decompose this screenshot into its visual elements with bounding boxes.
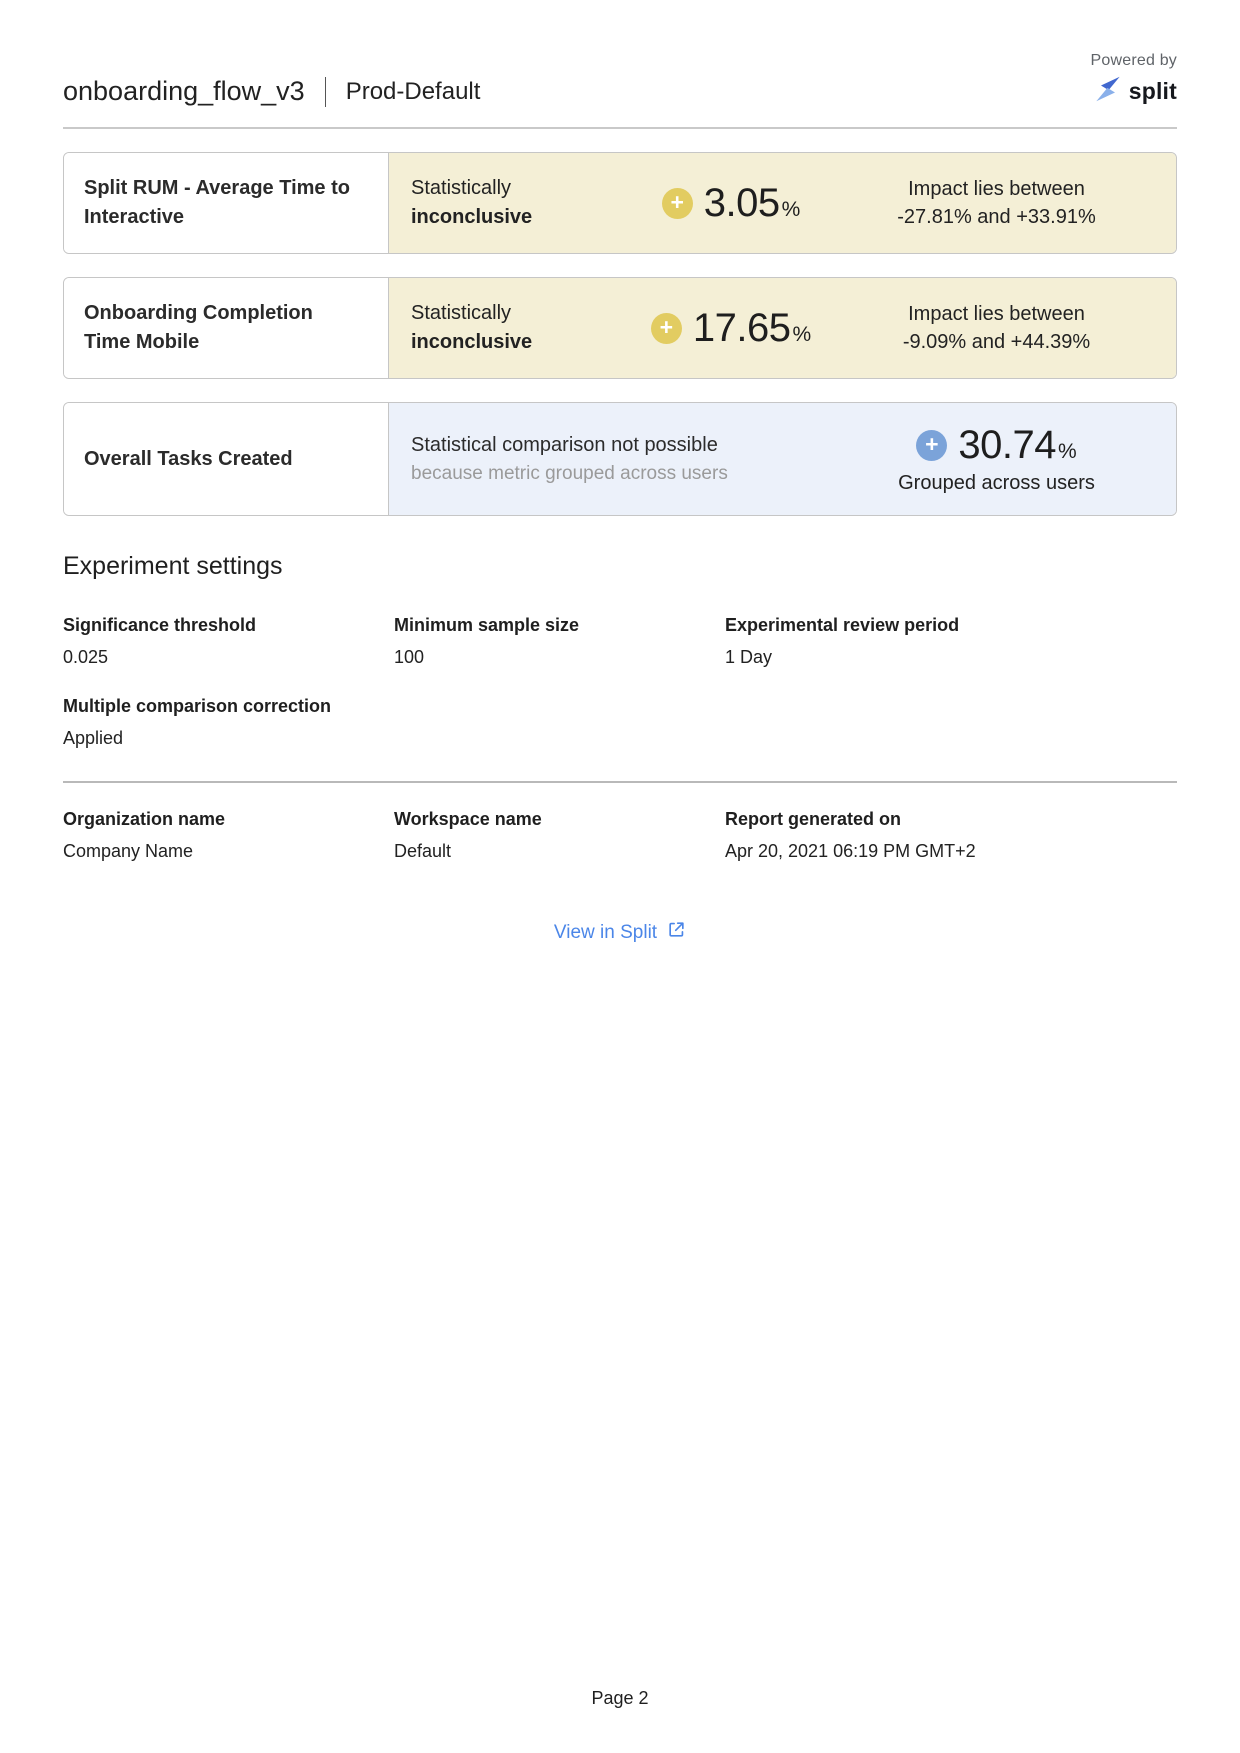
setting-field: [63, 615, 394, 668]
setting-field: [394, 615, 725, 668]
field-value: Default: [394, 841, 452, 861]
status-line-2: because metric grouped across users: [411, 462, 728, 484]
impact-percent-value: 3.05: [703, 180, 780, 225]
metric-body: [389, 153, 1176, 253]
impact-percent-value: 30.74: [958, 423, 1056, 467]
field-label: Organization name: [63, 809, 226, 829]
plus-icon: [662, 188, 693, 219]
impact-number: [958, 423, 1076, 468]
meta-field: [63, 809, 394, 862]
setting-field: [63, 696, 394, 749]
split-logo-icon: [1094, 75, 1122, 108]
page-number: Page 2: [591, 1688, 649, 1708]
impact-range-line-2: -27.81% and +33.91%: [897, 206, 1096, 228]
view-in-split-link[interactable]: [554, 920, 686, 945]
metric-impact-value: [916, 423, 1076, 468]
environment-name: Prod-Default: [345, 77, 481, 105]
meta-field: [725, 809, 1177, 862]
settings-grid: [63, 615, 1177, 777]
plus-icon: [651, 313, 682, 344]
report-header: [63, 0, 1177, 129]
field-label: Experimental review period: [725, 615, 960, 635]
metric-name-cell: [64, 403, 389, 515]
grouped-impact-block: [843, 423, 1158, 495]
impact-range-line-2: -9.09% and +44.39%: [902, 331, 1091, 353]
metric-status: [411, 174, 619, 232]
metric-status: [411, 431, 843, 488]
impact-percent-unit: %: [1057, 440, 1077, 463]
external-link-icon: [667, 920, 686, 945]
status-line-1: Statistical comparison not possible: [411, 433, 718, 456]
experiment-name: onboarding_flow_v3: [63, 76, 305, 106]
metric-name-cell: [64, 153, 389, 253]
link-row: [63, 920, 1177, 945]
field-label: Workspace name: [394, 809, 542, 829]
section-divider: [63, 781, 1177, 783]
status-line-2: inconclusive: [411, 206, 533, 228]
brand-name: split: [1128, 78, 1177, 104]
impact-range: [843, 300, 1158, 357]
metric-card: [63, 152, 1177, 254]
title-row: [63, 76, 1177, 107]
field-value: 0.025: [63, 647, 109, 667]
impact-number: [704, 181, 801, 226]
view-in-split-label: View in Split: [553, 921, 658, 943]
metric-name: Split RUM - Average Time to Interactive: [84, 177, 350, 228]
report-meta-grid: [63, 809, 1177, 890]
impact-range-line-1: Impact lies between: [908, 177, 1085, 200]
title-separator: [325, 77, 326, 107]
field-value: Applied: [63, 728, 124, 748]
metric-name: Overall Tasks Created: [84, 447, 293, 470]
impact-number: [693, 306, 811, 351]
impact-range: [843, 175, 1158, 232]
metric-card: [63, 277, 1177, 379]
impact-percent-unit: %: [781, 197, 801, 221]
metric-card: [63, 402, 1177, 516]
metric-name-cell: [64, 278, 389, 378]
plus-icon: [916, 430, 947, 461]
impact-percent-value: 17.65: [692, 305, 791, 350]
metric-status: [411, 299, 619, 357]
status-line-2: inconclusive: [411, 331, 533, 353]
field-label: Report generated on: [725, 809, 902, 829]
field-value: Apr 20, 2021 06:19 PM GMT+2: [725, 841, 976, 861]
brand-row: [1091, 75, 1178, 108]
metric-body: [389, 403, 1176, 515]
status-line-1: Statistically: [411, 177, 512, 199]
field-value: 1 Day: [725, 647, 773, 667]
field-label: Multiple comparison correction: [63, 696, 332, 716]
field-value: Company Name: [63, 841, 194, 861]
section-heading-experiment-settings: Experiment settings: [63, 552, 283, 580]
status-line-1: Statistically: [411, 302, 512, 324]
setting-field: [725, 615, 1177, 668]
meta-field: [394, 809, 725, 862]
metric-body: [389, 278, 1176, 378]
impact-percent-unit: %: [792, 322, 812, 346]
powered-by-block: [1091, 52, 1178, 108]
field-label: Minimum sample size: [394, 615, 580, 635]
metric-impact-value: [619, 306, 843, 351]
powered-by-label: Powered by: [1090, 52, 1177, 69]
field-value: 100: [394, 647, 425, 667]
field-label: Significance threshold: [63, 615, 257, 635]
grouped-caption: Grouped across users: [898, 472, 1095, 494]
metric-impact-value: [619, 181, 843, 226]
metric-name: Onboarding Completion Time Mobile: [84, 302, 313, 353]
impact-range-line-1: Impact lies between: [908, 302, 1085, 325]
